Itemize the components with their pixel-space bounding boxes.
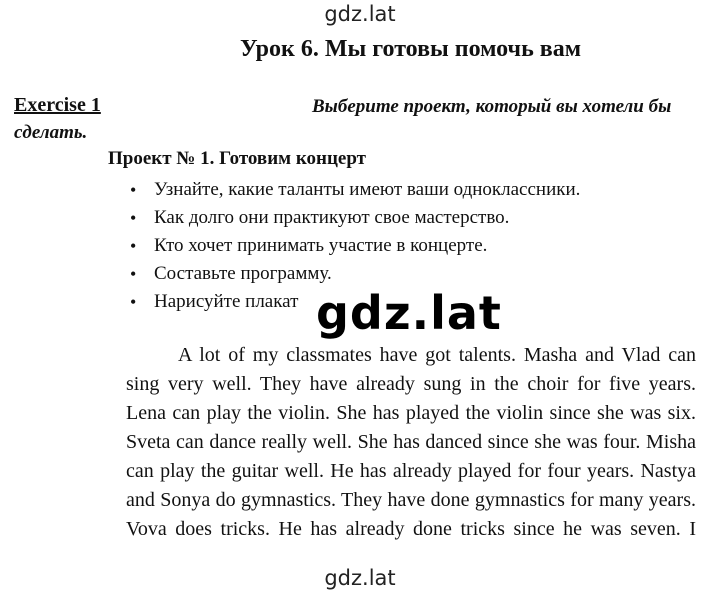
- paragraph-line: sing very well. They have already sung in the choir for five years.: [126, 373, 696, 395]
- watermark-center: gdz.lat: [316, 286, 502, 340]
- list-item: [130, 232, 580, 260]
- bullet-icon: •: [130, 292, 137, 312]
- exercise-task-line1: Выберите проект, который вы хотели бы: [312, 96, 672, 117]
- paragraph-line: Sveta can dance really well. She has danced since she was four. Misha: [126, 431, 696, 453]
- paragraph-line: Lena can play the violin. She has played the violin since she was six.: [126, 402, 696, 424]
- bullet-icon: •: [130, 264, 137, 284]
- lesson-title: Урок 6. Мы готовы помочь вам: [240, 36, 582, 62]
- list-item: [130, 204, 580, 232]
- list-item-text: Составьте программу.: [154, 263, 332, 284]
- project-title: Проект № 1. Готовим концерт: [108, 148, 367, 169]
- paragraph-line: Vova does tricks. He has already done tricks since he was seven. I: [126, 518, 696, 540]
- bullet-icon: •: [130, 236, 137, 256]
- list-item: [130, 260, 580, 288]
- watermark-bottom: gdz.lat: [324, 566, 396, 590]
- bullet-icon: •: [130, 208, 137, 228]
- exercise-task-line2: сделать.: [14, 122, 88, 143]
- watermark-top: gdz.lat: [324, 2, 396, 26]
- bullet-icon: •: [130, 180, 137, 200]
- list-item: [130, 176, 580, 204]
- list-item-text: Нарисуйте плакат: [154, 291, 299, 312]
- paragraph-line: A lot of my classmates have got talents. Masha and Vlad can: [178, 344, 696, 366]
- list-item-text: Кто хочет принимать участие в концерте.: [154, 235, 488, 256]
- exercise-label: Exercise 1: [14, 94, 101, 116]
- paragraph-line: can play the guitar well. He has already played for four years. Nastya: [126, 460, 696, 482]
- paragraph-line: and Sonya do gymnastics. They have done gymnastics for many years.: [126, 489, 696, 511]
- answer-paragraph: [126, 341, 696, 544]
- list-item-text: Узнайте, какие таланты имеют ваши одноклассники.: [154, 179, 581, 200]
- list-item-text: Как долго они практикуют свое мастерство.: [154, 207, 510, 228]
